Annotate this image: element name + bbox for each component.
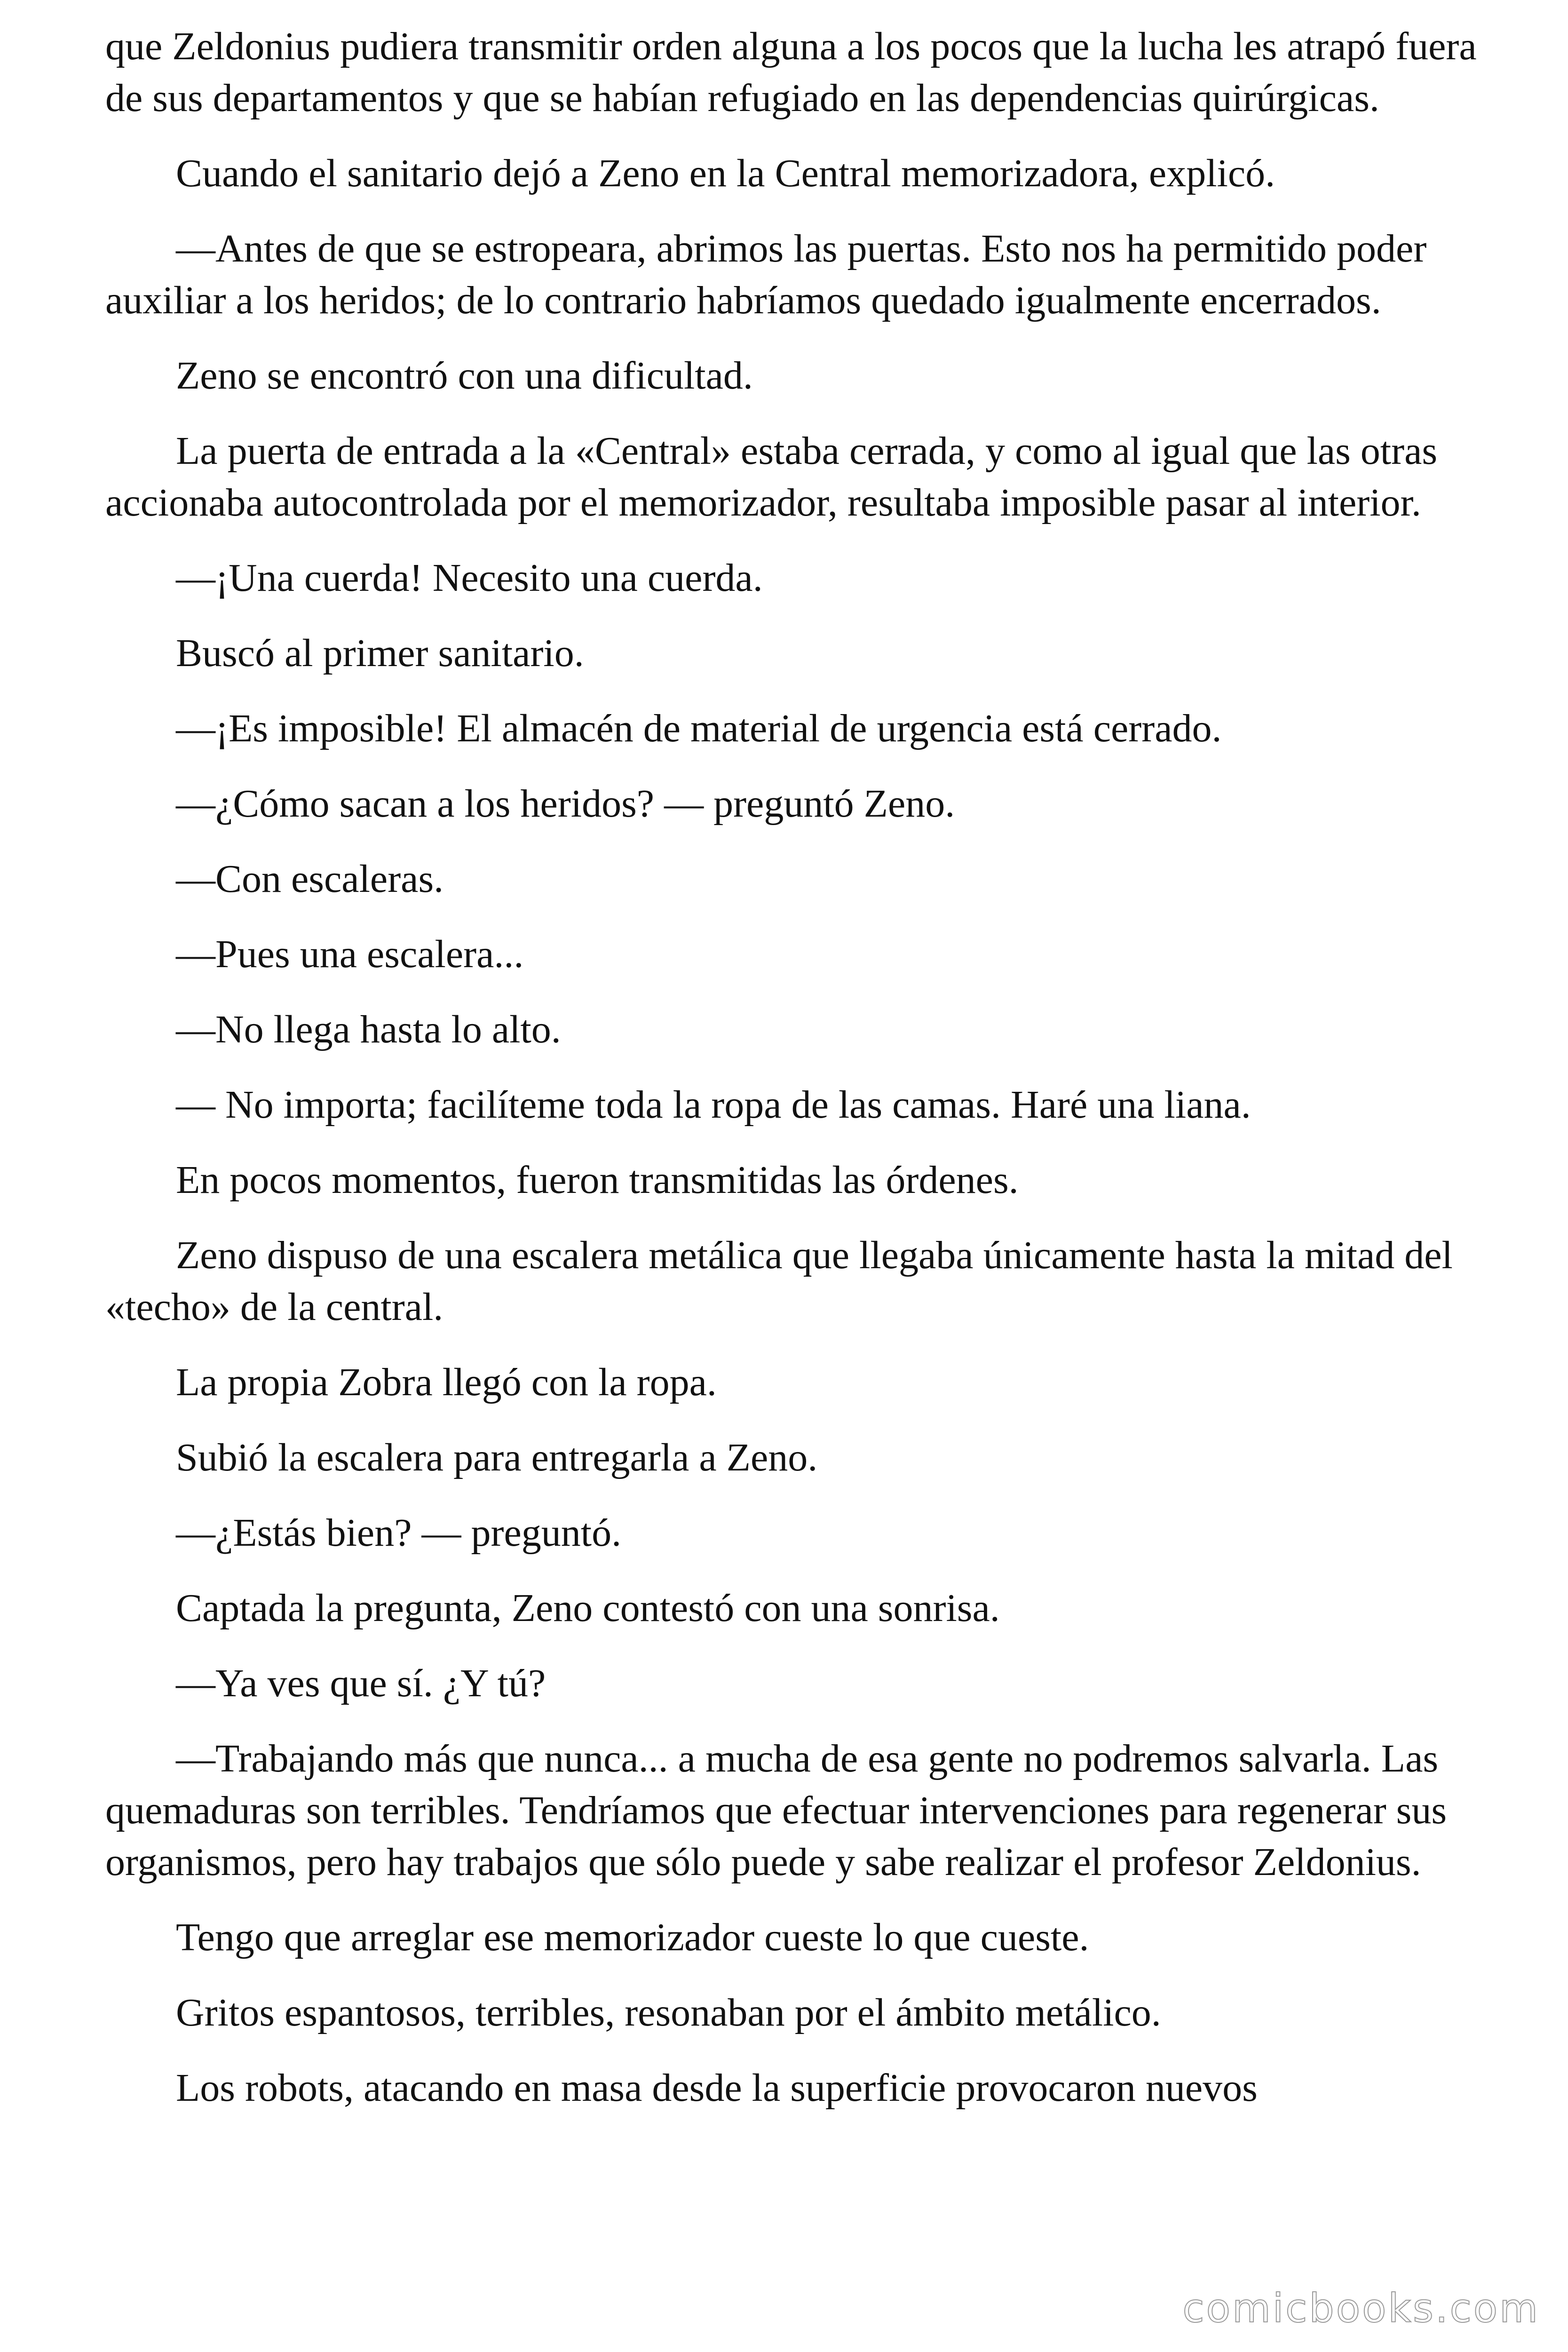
paragraph: En pocos momentos, fueron transmitidas las órdenes. (176, 1158, 1019, 1202)
paragraph: —Trabajando más que nunca... a mucha de esa gente no podremos salvarla. Las quemaduras son terribles. Tendríamos que efectuar intervenciones para regenerar sus organismos, pero hay trabajos que sólo puede y sabe realizar el profesor Zeldonius. (105, 1737, 1447, 1884)
paragraph: —Pues una escalera... (176, 932, 524, 976)
paragraph: Cuando el sanitario dejó a Zeno en la Central memorizadora, explicó. (176, 151, 1275, 195)
paragraph: Subió la escalera para entregarla a Zeno. (176, 1436, 818, 1479)
paragraph: Los robots, atacando en masa desde la superficie provocaron nuevos (176, 2066, 1258, 2110)
paragraph: — No importa; facilíteme toda la ropa de las camas. Haré una liana. (176, 1083, 1251, 1127)
paragraph: Buscó al primer sanitario. (176, 631, 584, 675)
paragraph: —No llega hasta lo alto. (176, 1008, 561, 1051)
paragraph: —¡Una cuerda! Necesito una cuerda. (176, 556, 763, 600)
paragraph: —¡Es imposible! El almacén de material de urgencia está cerrado. (176, 707, 1222, 750)
paragraph: —¿Cómo sacan a los heridos? — preguntó Zeno. (176, 782, 955, 826)
paragraph: Tengo que arreglar ese memorizador cueste lo que cueste. (176, 1915, 1089, 1959)
paragraph: —Antes de que se estropeara, abrimos las puertas. Esto nos ha permitido poder auxiliar a los heridos; de lo contrario habríamos quedado igualmente encerrados. (105, 227, 1427, 322)
paragraph: Captada la pregunta, Zeno contestó con una sonrisa. (176, 1586, 1000, 1630)
book-page (105, 21, 1479, 2137)
paragraph: Zeno se encontró con una dificultad. (176, 354, 753, 397)
watermark: comicbooks.com (1182, 2285, 1540, 2331)
paragraph: Gritos espantosos, terribles, resonaban por el ámbito metálico. (176, 1991, 1161, 2034)
paragraph: que Zeldonius pudiera transmitir orden alguna a los pocos que la lucha les atrapó fuera de sus departamentos y que se habían refugiado en las dependencias quirúrgicas. (105, 24, 1477, 120)
paragraph: La puerta de entrada a la «Central» estaba cerrada, y como al igual que las otras accionaba autocontrolada por el memorizador, resultaba imposible pasar al interior. (105, 429, 1438, 524)
paragraph: —¿Estás bien? — preguntó. (176, 1511, 622, 1555)
paragraph: —Con escaleras. (176, 857, 444, 901)
paragraph: La propia Zobra llegó con la ropa. (176, 1360, 717, 1404)
paragraph: Zeno dispuso de una escalera metálica que llegaba únicamente hasta la mitad del «techo» de la central. (105, 1233, 1453, 1329)
paragraph: —Ya ves que sí. ¿Y tú? (176, 1661, 546, 1705)
